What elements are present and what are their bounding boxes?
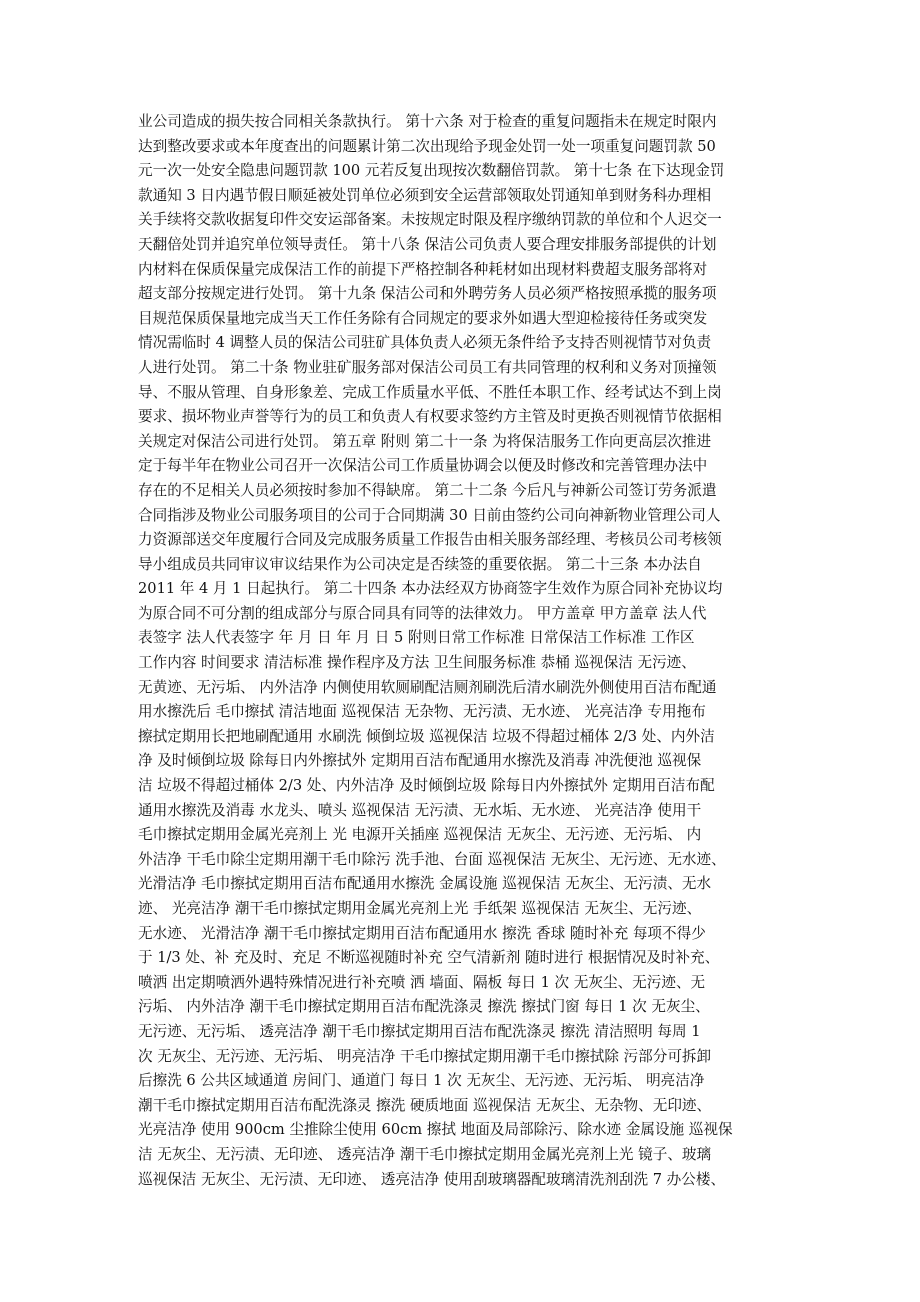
text-line: 无黄迹、无污垢、 内外洁净 内侧使用软厕刷配洁厕剂刷洗后清水刷洗外侧使用百洁布配通	[138, 678, 717, 696]
text-line: 关手续将交款收据复印件交安运部备案。未按规定时限及程序缴纳罚款的单位和个人迟交一	[138, 211, 722, 229]
text-line: 潮干毛巾擦拭定期用百洁布配洗涤灵 擦洗 硬质地面 巡视保洁 无灰尘、无杂物、无印迹、	[138, 1096, 712, 1114]
text-line: 后擦洗 6 公共区域通道 房间门、通道门 每日 1 次 无灰尘、无污迹、无污垢、 明亮洁净	[138, 1072, 705, 1090]
text-line: 用水擦洗后 毛巾擦拭 清洁地面 巡视保洁 无杂物、无污渍、无水迹、 光亮洁净 专用拖布	[138, 703, 706, 721]
text-line: 定于每半年在物业公司召开一次保洁公司工作质量协调会以便及时修改和完善管理办法中	[138, 457, 708, 475]
text-line: 于 1/3 处、补 充及时、充足 不断巡视随时补充 空气清新剂 随时进行 根据情况及时补充、	[138, 949, 720, 967]
text-line: 2011 年 4 月 1 日起执行。 第二十四条 本办法经双方协商签字生效作为原合同补充协议均	[138, 580, 723, 598]
text-line: 超支部分按规定进行处罚。 第十九条 保洁公司和外聘劳务人员必须严格按照承揽的服务项	[138, 285, 717, 303]
text-line: 洁 无灰尘、无污渍、无印迹、 透亮洁净 潮干毛巾擦拭定期用金属光亮剂上光 镜子、玻璃	[138, 1145, 712, 1163]
text-line: 导小组成员共同审议审议结果作为公司决定是否续签的重要依据。 第二十三条 本办法自	[138, 555, 702, 573]
text-line: 元一次一处安全隐患问题罚款 100 元若反复出现按次数翻倍罚款。 第十七条 在下达现金罚	[138, 162, 725, 180]
text-line: 巡视保洁 无灰尘、无污渍、无印迹、 透亮洁净 使用刮玻璃器配玻璃清洗剂刮洗 7 办公楼、	[138, 1170, 726, 1188]
text-line: 目规范保质保量地完成当天工作任务除有合同规定的要求外如遇大型迎检接待任务或突发	[138, 309, 708, 327]
text-line: 要求、损坏物业声誉等行为的员工和负责人有权要求签约方主管及时更换否则视情节依据相	[138, 408, 722, 426]
text-line: 款通知 3 日内遇节假日顺延被处罚单位必须到安全运营部领取处罚通知单到财务科办理相	[138, 186, 712, 204]
text-line: 内材料在保质保量完成保洁工作的前提下严格控制各种耗材如出现材料费超支服务部将对	[138, 260, 708, 278]
text-line: 导、不服从管理、自身形象差、完成工作质量水平低、不胜任本职工作、经考试达不到上岗	[138, 383, 722, 401]
document-body-text	[138, 110, 798, 1192]
text-line: 擦拭定期用长把地刷配通用 水刷洗 倾倒垃圾 巡视保洁 垃圾不得超过桶体 2/3 处、内外洁	[138, 727, 715, 745]
text-line: 合同指涉及物业公司服务项目的公司于合同期满 30 日前由签约公司向神新物业管理公司人	[138, 506, 721, 524]
text-line: 情况需临时 4 调整人员的保洁公司驻矿具体负责人必须无条件给予支持否则视情节对负责	[138, 334, 712, 352]
text-line: 无污迹、无污垢、 透亮洁净 潮干毛巾擦拭定期用百洁布配洗涤灵 擦洗 清洁照明 每周 1	[138, 1022, 701, 1040]
text-line: 人进行处罚。 第二十条 物业驻矿服务部对保洁公司员工有共同管理的权利和义务对顶撞领	[138, 358, 717, 376]
text-line: 光亮洁净 使用 900cm 尘推除尘使用 60cm 擦拭 地面及局部除污、除水迹 金属设施 巡视保	[138, 1121, 733, 1139]
text-line: 无水迹、 光滑洁净 潮干毛巾擦拭定期用百洁布配通用水 擦洗 香球 随时补充 每项不得少	[138, 924, 706, 942]
text-line: 关规定对保洁公司进行处罚。 第五章 附则 第二十一条 为将保洁服务工作向更高层次推进	[138, 432, 712, 450]
text-line: 为原合同不可分割的组成部分与原合同具有同等的法律效力。 甲方盖章 甲方盖章 法人代	[138, 604, 707, 622]
text-line: 工作内容 时间要求 清洁标准 操作程序及方法 卫生间服务标准 恭桶 巡视保洁 无污迹、	[138, 654, 696, 672]
text-line: 达到整改要求或本年度查出的问题累计第二次出现给予现金处罚一处一项重复问题罚款 50	[138, 137, 716, 155]
text-line: 迹、 光亮洁净 潮干毛巾擦拭定期用金属光亮剂上光 手纸架 巡视保洁 无灰尘、无污迹、	[138, 900, 702, 917]
text-line: 外洁净 干毛巾除尘定期用潮干毛巾除污 洗手池、台面 巡视保洁 无灰尘、无污迹、无水迹、	[138, 850, 726, 868]
text-line: 洁 垃圾不得超过桶体 2/3 处、内外洁净 及时倾倒垃圾 除每日内外擦拭外 定期用百洁布配	[138, 777, 715, 795]
text-line: 力资源部送交年度履行合同及完成服务质量工作报告由相关服务部经理、考核员公司考核领	[138, 531, 722, 549]
text-line: 污垢、 内外洁净 潮干毛巾擦拭定期用百洁布配洗涤灵 擦洗 擦拭门窗 每日 1 次 无灰尘、	[138, 998, 710, 1016]
text-line: 表签字 法人代表签字 年 月 日 年 月 日 5 附则日常工作标准 日常保洁工作标准 工作区	[138, 629, 695, 647]
text-line: 净 及时倾倒垃圾 除每日内外擦拭外 定期用百洁布配通用水擦洗及消毒 冲洗便池 巡视保	[138, 752, 702, 770]
text-line: 次 无灰尘、无污迹、无污垢、 明亮洁净 干毛巾擦拭定期用潮干毛巾擦拭除 污部分可拆卸	[138, 1047, 712, 1065]
text-line: 毛巾擦拭定期用金属光亮剂上 光 电源开关插座 巡视保洁 无灰尘、无污迹、无污垢、 内	[138, 826, 702, 844]
text-line: 通用水擦洗及消毒 水龙头、喷头 巡视保洁 无污渍、无水垢、无水迹、 光亮洁净 使用干	[138, 801, 702, 819]
text-line: 业公司造成的损失按合同相关条款执行。 第十六条 对于检查的重复问题指未在规定时限内	[138, 113, 717, 130]
text-line: 喷洒 出定期喷洒外遇特殊情况进行补充喷 洒 墙面、隔板 每日 1 次 无灰尘、无污迹、无	[138, 973, 706, 991]
text-line: 天翻倍处罚并追究单位领导责任。 第十八条 保洁公司负责人要合理安排服务部提供的计划	[138, 235, 717, 253]
text-line: 光滑洁净 毛巾擦拭定期用百洁布配通用水擦洗 金属设施 巡视保洁 无灰尘、无污渍、无水	[138, 875, 712, 893]
text-line: 存在的不足相关人员必须按时参加不得缺席。 第二十二条 今后凡与神新公司签订劳务派遣	[138, 481, 717, 499]
